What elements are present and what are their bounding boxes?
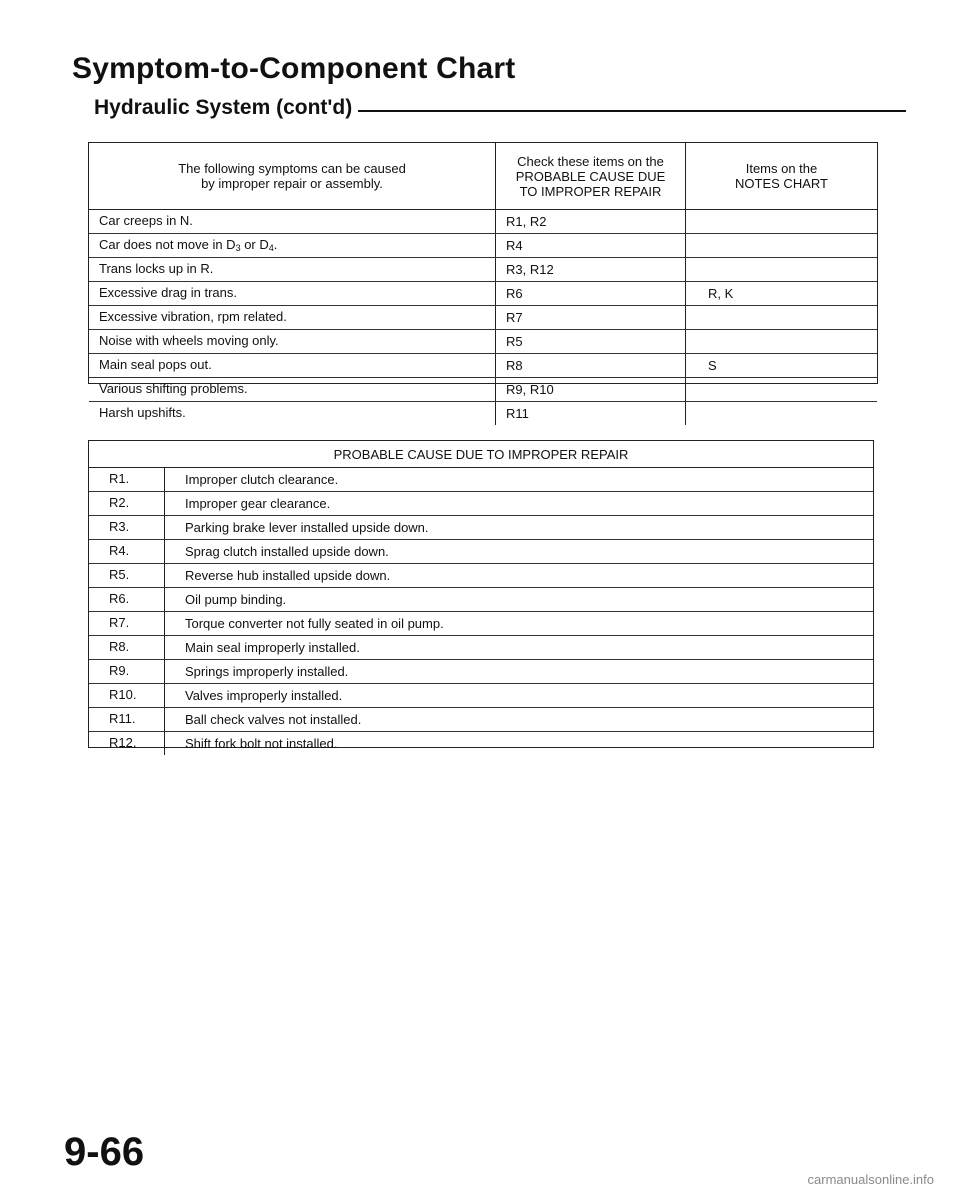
- table-row: [89, 636, 873, 660]
- cause-description: Torque converter not fully seated in oil pump.: [185, 616, 444, 631]
- check-items-cell: R4: [496, 234, 686, 257]
- table-row: [89, 684, 873, 708]
- table-row: [89, 258, 877, 282]
- notes-cell: [686, 330, 877, 353]
- cause-description: Improper clutch clearance.: [185, 472, 339, 487]
- check-items-cell: R7: [496, 306, 686, 329]
- cause-code: R2.: [89, 492, 165, 515]
- table-row: [89, 282, 877, 306]
- cause-description: Reverse hub installed upside down.: [185, 568, 391, 583]
- table-row: [89, 708, 873, 732]
- table-row: [89, 468, 873, 492]
- check-items-cell: R5: [496, 330, 686, 353]
- header-symptoms-line2: by improper repair or assembly.: [201, 176, 383, 191]
- notes-cell: [686, 378, 877, 401]
- notes-cell: [686, 306, 877, 329]
- cause-code: R4.: [89, 540, 165, 563]
- header-check-line2: PROBABLE CAUSE DUE: [515, 168, 666, 184]
- notes-cell: [686, 210, 877, 233]
- table-row: [89, 402, 877, 425]
- symptom-cell: Excessive vibration, rpm related.: [89, 306, 496, 329]
- header-symptoms-line1: The following symptoms can be caused: [178, 161, 406, 176]
- table-row: [89, 306, 877, 330]
- cause-description: Sprag clutch installed upside down.: [185, 544, 389, 559]
- check-items-cell: R6: [496, 282, 686, 305]
- table-row: [89, 612, 873, 636]
- page-title: Symptom-to-Component Chart: [72, 52, 516, 85]
- notes-cell: [686, 402, 877, 425]
- header-notes-line1: Items on the: [745, 161, 818, 176]
- symptom-table-header: [89, 143, 877, 210]
- cause-code: R12.: [89, 732, 165, 755]
- check-items-cell: R1, R2: [496, 210, 686, 233]
- gear-subscript: 4: [268, 243, 274, 253]
- cause-description: Valves improperly installed.: [185, 688, 343, 703]
- header-check-line3: TO IMPROPER REPAIR: [519, 183, 662, 199]
- cause-description: Shift fork bolt not installed.: [185, 736, 338, 751]
- notes-cell: [686, 234, 877, 257]
- page-number: 9-66: [64, 1130, 145, 1174]
- symptom-cell: Noise with wheels moving only.: [89, 330, 496, 353]
- cause-code: R5.: [89, 564, 165, 587]
- cause-description: Springs improperly installed.: [185, 664, 349, 679]
- table-row: [89, 330, 877, 354]
- cause-code: R11.: [89, 708, 165, 731]
- section-heading: [94, 96, 906, 120]
- cause-description: Improper gear clearance.: [185, 496, 331, 511]
- symptom-table: [88, 142, 878, 421]
- check-items-cell: R9, R10: [496, 378, 686, 401]
- cause-description: Oil pump binding.: [185, 592, 287, 607]
- cause-code: R9.: [89, 660, 165, 683]
- table-row: [89, 516, 873, 540]
- cause-description: Parking brake lever installed upside down.: [185, 520, 429, 535]
- symptom-cell: Car creeps in N.: [89, 210, 496, 233]
- header-symptoms: [89, 143, 496, 209]
- notes-cell: [686, 258, 877, 281]
- notes-cell: R, K: [708, 286, 734, 301]
- probable-cause-header: PROBABLE CAUSE DUE TO IMPROPER REPAIR: [89, 441, 873, 468]
- check-items-cell: R11: [496, 402, 686, 425]
- table-row: [89, 234, 877, 258]
- table-row: [89, 588, 873, 612]
- cause-code: R8.: [89, 636, 165, 659]
- table-row: [89, 660, 873, 684]
- table-row: [89, 492, 873, 516]
- symptom-cell: Excessive drag in trans.: [89, 282, 496, 305]
- notes-cell: S: [708, 358, 717, 373]
- symptom-cell: Trans locks up in R.: [89, 258, 496, 281]
- probable-cause-table: [88, 440, 874, 751]
- header-notes: [686, 143, 877, 209]
- watermark-link[interactable]: carmanualsonline.info: [807, 1172, 934, 1187]
- symptom-cell: Various shifting problems.: [89, 378, 496, 401]
- symptom-text: .: [273, 237, 278, 252]
- table-row: [89, 354, 877, 378]
- check-items-cell: R3, R12: [496, 258, 686, 281]
- header-notes-line2: NOTES CHART: [735, 176, 828, 191]
- table-row: [89, 540, 873, 564]
- table-row: [89, 210, 877, 234]
- table-row: [89, 378, 877, 402]
- cause-code: R1.: [89, 468, 165, 491]
- cause-code: R10.: [89, 684, 165, 707]
- symptom-text: Car does not move in D: [99, 237, 236, 252]
- header-check-line1: Check these items on the: [517, 153, 664, 169]
- symptom-cell: [89, 234, 496, 257]
- cause-description: Main seal improperly installed.: [185, 640, 360, 655]
- section-subtitle: Hydraulic System (cont'd): [94, 96, 353, 119]
- symptom-cell: Harsh upshifts.: [89, 402, 496, 425]
- header-check-items: [496, 143, 686, 209]
- cause-code: R7.: [89, 612, 165, 635]
- cause-description: Ball check valves not installed.: [185, 712, 362, 727]
- heading-rule: [358, 110, 906, 112]
- symptom-cell: Main seal pops out.: [89, 354, 496, 377]
- table-row: [89, 732, 873, 755]
- cause-code: R6.: [89, 588, 165, 611]
- symptom-text: or D: [240, 237, 269, 252]
- cause-code: R3.: [89, 516, 165, 539]
- table-row: [89, 564, 873, 588]
- check-items-cell: R8: [496, 354, 686, 377]
- gear-subscript: 3: [235, 243, 241, 253]
